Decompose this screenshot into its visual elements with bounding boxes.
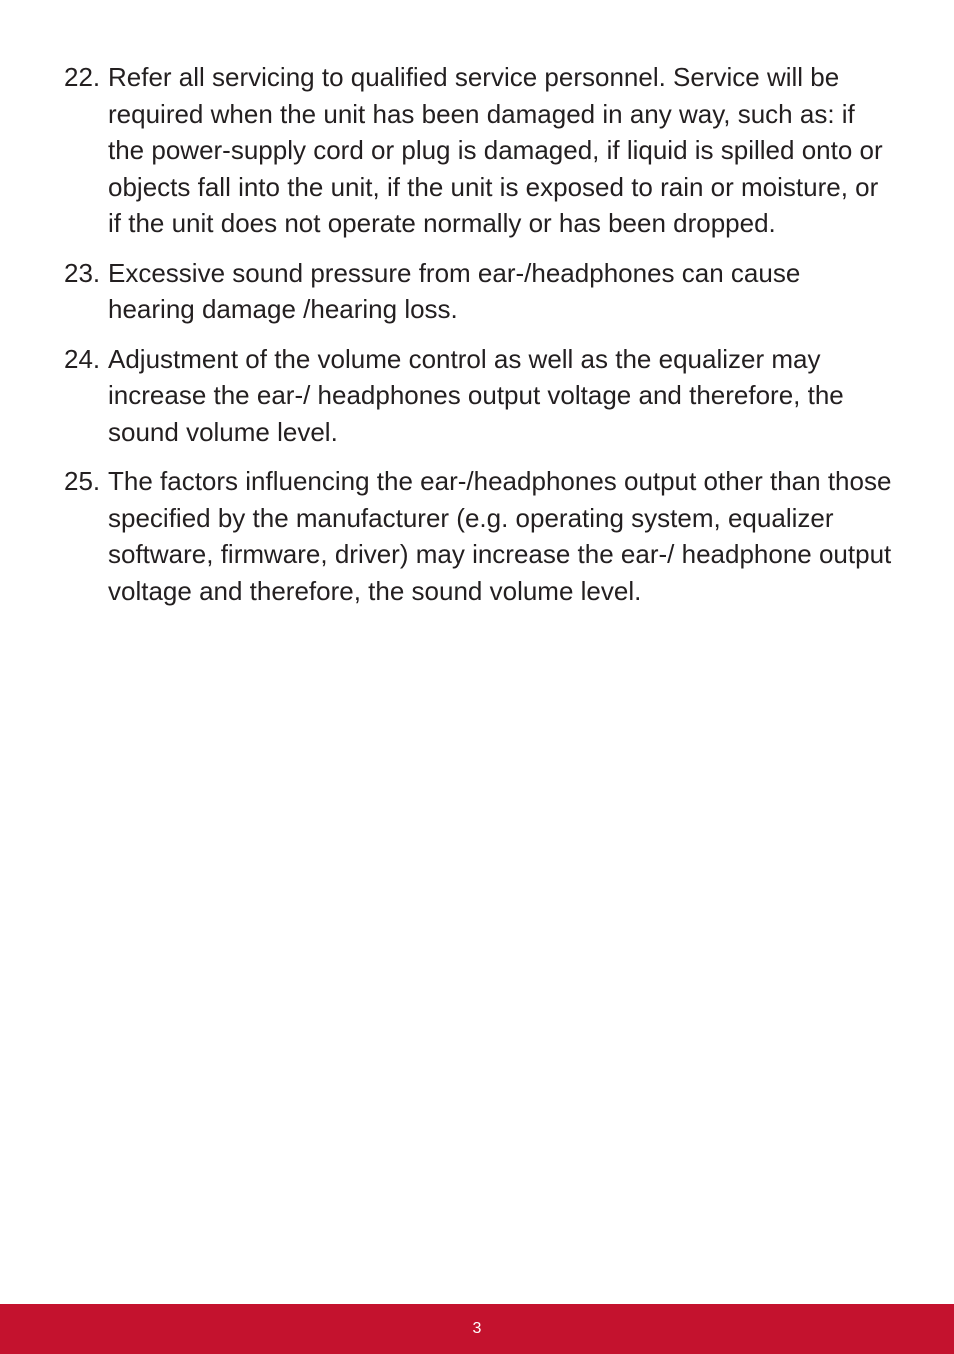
item-number: 22. [64, 62, 101, 92]
item-text: The factors influencing the ear-/headphones output other than those specified by the manufacturer (e.g. operating system, equalizer software, firmware, driver) may increase the ear-/ headphone output voltage and therefore, the sound volume level. [108, 466, 892, 606]
item-number: 23. [64, 257, 101, 288]
list-item [64, 59, 894, 242]
safety-instructions-list [64, 59, 894, 622]
list-item [64, 463, 894, 609]
page-number: 3 [472, 1320, 482, 1337]
item-text: Excessive sound pressure from ear-/headphones can cause hearing damage /hearing loss. [108, 257, 801, 324]
list-item [64, 341, 894, 451]
list-item [64, 255, 894, 328]
item-text: Adjustment of the volume control as well as the equalizer may increase the ear-/ headphones output voltage and therefore, the sound volume level. [108, 343, 844, 447]
item-text: Refer all servicing to qualified service personnel. Service will be required when the unit has been damaged in any way, such as: if the power-supply cord or plug is damaged, if liquid is spilled onto or objects fall into the unit, if the unit is exposed to rain or moisture, or if the unit does not operate normally or has been dropped. [108, 62, 883, 238]
footer-bar [0, 1304, 954, 1354]
item-number: 25. [64, 466, 101, 496]
item-number: 24. [64, 343, 101, 374]
